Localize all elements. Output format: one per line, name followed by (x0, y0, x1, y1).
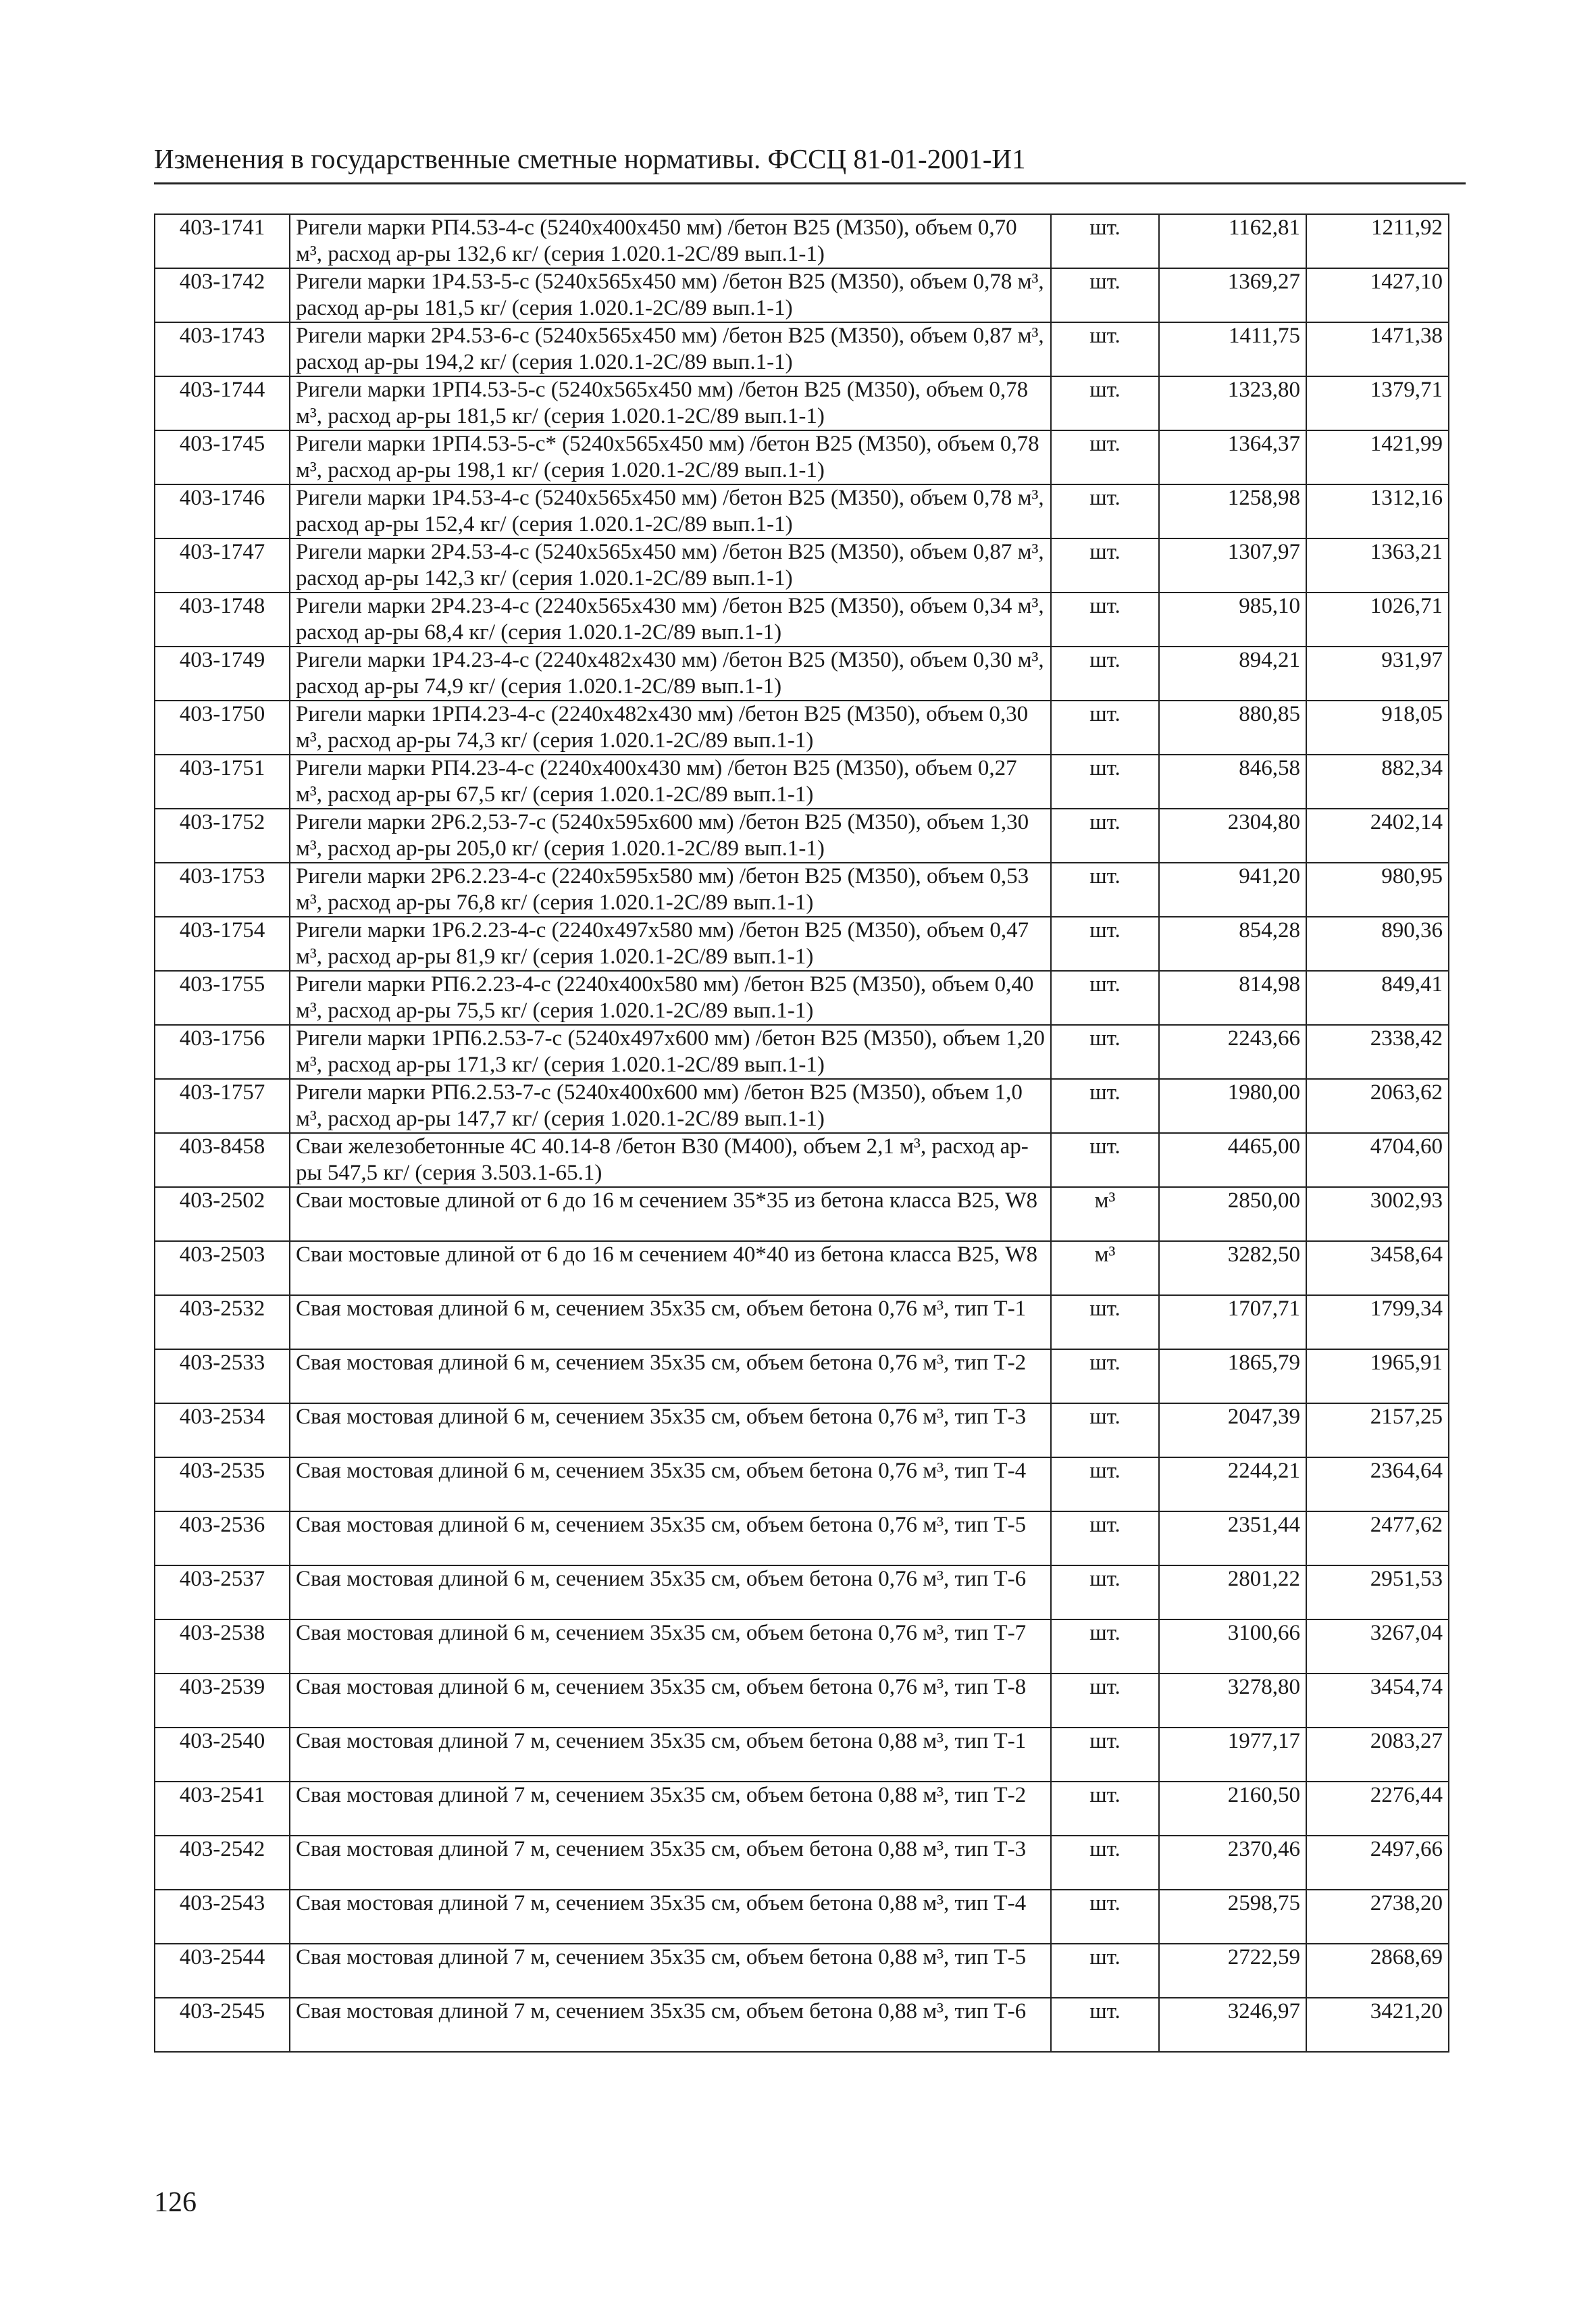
unit-cell: шт. (1051, 971, 1159, 1025)
resource-code-cell: 403-2532 (155, 1295, 290, 1349)
description-cell: Ригели марки РП4.23-4-с (2240x400x430 мм) /бетон В25 (М350), объем 0,27 м³, расход ар-ры 67,5 кг/ (серия 1.020.1-2С/89 вып.1-1) (290, 755, 1051, 809)
description-cell: Ригели марки 1Р6.2.23-4-с (2240x497x580 мм) /бетон В25 (М350), объем 0,47 м³, расход ар-ры 81,9 кг/ (серия 1.020.1-2С/89 вып.1-1) (290, 917, 1051, 971)
unit-cell: шт. (1051, 268, 1159, 322)
resource-code-cell: 403-1755 (155, 971, 290, 1025)
description-cell: Ригели марки 1РП4.53-5-с* (5240x565x450 мм) /бетон В25 (М350), объем 0,78 м³, расход ар-ры 198,1 кг/ (серия 1.020.1-2С/89 вып.1-1) (290, 430, 1051, 484)
unit-cell: шт. (1051, 1944, 1159, 1998)
description-cell: Свая мостовая длиной 6 м, сечением 35x35 см, объем бетона 0,76 м³, тип Т-8 (290, 1674, 1051, 1728)
price-cell: 2738,20 (1306, 1890, 1449, 1944)
price-cell: 1865,79 (1159, 1349, 1306, 1403)
table-row (155, 1295, 1449, 1349)
unit-cell: шт. (1051, 647, 1159, 701)
description-cell: Ригели марки 1Р4.23-4-с (2240x482x430 мм) /бетон В25 (М350), объем 0,30 м³, расход ар-ры 74,9 кг/ (серия 1.020.1-2С/89 вып.1-1) (290, 647, 1051, 701)
table-row (155, 1241, 1449, 1295)
resource-code-cell: 403-2545 (155, 1998, 290, 2052)
price-cell: 3458,64 (1306, 1241, 1449, 1295)
unit-cell: шт. (1051, 1457, 1159, 1511)
price-cell: 2868,69 (1306, 1944, 1449, 1998)
price-cell: 1026,71 (1306, 593, 1449, 647)
table-row (155, 1025, 1449, 1079)
description-cell: Ригели марки 2Р4.23-4-с (2240x565x430 мм) /бетон В25 (М350), объем 0,34 м³, расход ар-ры 68,4 кг/ (серия 1.020.1-2С/89 вып.1-1) (290, 593, 1051, 647)
table-row (155, 1187, 1449, 1241)
table-row (155, 1944, 1449, 1998)
price-cell: 2951,53 (1306, 1565, 1449, 1619)
resource-code-cell: 403-8458 (155, 1133, 290, 1187)
unit-cell: шт. (1051, 1782, 1159, 1836)
price-cell: 1977,17 (1159, 1728, 1306, 1782)
unit-cell: шт. (1051, 701, 1159, 755)
unit-cell: шт. (1051, 1728, 1159, 1782)
price-cell: 2083,27 (1306, 1728, 1449, 1782)
unit-cell: шт. (1051, 376, 1159, 430)
price-cell: 918,05 (1306, 701, 1449, 755)
table-row (155, 917, 1449, 971)
table-row (155, 430, 1449, 484)
resource-code-cell: 403-1753 (155, 863, 290, 917)
price-cell: 814,98 (1159, 971, 1306, 1025)
table-row (155, 1998, 1449, 2052)
description-cell: Ригели марки РП6.2.23-4-с (2240x400x580 мм) /бетон В25 (М350), объем 0,40 м³, расход ар-ры 75,5 кг/ (серия 1.020.1-2С/89 вып.1-1) (290, 971, 1051, 1025)
resource-code-cell: 403-2543 (155, 1890, 290, 1944)
description-cell: Свая мостовая длиной 7 м, сечением 35x35 см, объем бетона 0,88 м³, тип Т-2 (290, 1782, 1051, 1836)
table-row (155, 322, 1449, 376)
price-cell: 1471,38 (1306, 322, 1449, 376)
price-cell: 980,95 (1306, 863, 1449, 917)
price-cell: 2063,62 (1306, 1079, 1449, 1133)
table-row (155, 1349, 1449, 1403)
resource-code-cell: 403-2537 (155, 1565, 290, 1619)
table-row (155, 1674, 1449, 1728)
table-row (155, 1565, 1449, 1619)
resource-code-cell: 403-1743 (155, 322, 290, 376)
price-cell: 1312,16 (1306, 484, 1449, 538)
table-row (155, 593, 1449, 647)
table-row (155, 647, 1449, 701)
description-cell: Ригели марки 1Р4.53-5-с (5240x565x450 мм) /бетон В25 (М350), объем 0,78 м³, расход ар-ры 181,5 кг/ (серия 1.020.1-2С/89 вып.1-1) (290, 268, 1051, 322)
table-row (155, 1728, 1449, 1782)
unit-cell: шт. (1051, 1890, 1159, 1944)
unit-cell: шт. (1051, 1025, 1159, 1079)
price-cell: 2370,46 (1159, 1836, 1306, 1890)
price-cell: 2276,44 (1306, 1782, 1449, 1836)
resource-code-cell: 403-1754 (155, 917, 290, 971)
price-cell: 1369,27 (1159, 268, 1306, 322)
price-cell: 880,85 (1159, 701, 1306, 755)
table-row (155, 1079, 1449, 1133)
description-cell: Сваи железобетонные 4С 40.14-8 /бетон В30 (М400), объем 2,1 м³, расход ар-ры 547,5 кг/ (серия 3.503.1-65.1) (290, 1133, 1051, 1187)
description-cell: Свая мостовая длиной 7 м, сечением 35x35 см, объем бетона 0,88 м³, тип Т-4 (290, 1890, 1051, 1944)
resource-code-cell: 403-2503 (155, 1241, 290, 1295)
table-row (155, 214, 1449, 268)
unit-cell: шт. (1051, 1079, 1159, 1133)
resource-code-cell: 403-1747 (155, 538, 290, 593)
price-cell: 3282,50 (1159, 1241, 1306, 1295)
unit-cell: шт. (1051, 1349, 1159, 1403)
price-cell: 2047,39 (1159, 1403, 1306, 1457)
price-cell: 1965,91 (1306, 1349, 1449, 1403)
resource-code-cell: 403-2538 (155, 1619, 290, 1674)
price-cell: 2338,42 (1306, 1025, 1449, 1079)
unit-cell: шт. (1051, 863, 1159, 917)
page-number: 126 (154, 2187, 197, 2218)
unit-cell: шт. (1051, 809, 1159, 863)
price-cell: 941,20 (1159, 863, 1306, 917)
price-cell: 2304,80 (1159, 809, 1306, 863)
description-cell: Свая мостовая длиной 6 м, сечением 35x35 см, объем бетона 0,76 м³, тип Т-4 (290, 1457, 1051, 1511)
description-cell: Сваи мостовые длиной от 6 до 16 м сечением 35*35 из бетона класса В25, W8 (290, 1187, 1051, 1241)
description-cell: Ригели марки 2Р4.53-4-с (5240x565x450 мм) /бетон В25 (М350), объем 0,87 м³, расход ар-ры 142,3 кг/ (серия 1.020.1-2С/89 вып.1-1) (290, 538, 1051, 593)
price-cell: 2850,00 (1159, 1187, 1306, 1241)
resource-code-cell: 403-1745 (155, 430, 290, 484)
unit-cell: шт. (1051, 755, 1159, 809)
resource-code-cell: 403-2540 (155, 1728, 290, 1782)
price-cell: 1427,10 (1306, 268, 1449, 322)
table-row (155, 1619, 1449, 1674)
price-cell: 2722,59 (1159, 1944, 1306, 1998)
resource-code-cell: 403-2542 (155, 1836, 290, 1890)
price-cell: 3267,04 (1306, 1619, 1449, 1674)
description-cell: Ригели марки РП4.53-4-с (5240x400x450 мм) /бетон В25 (М350), объем 0,70 м³, расход ар-ры 132,6 кг/ (серия 1.020.1-2С/89 вып.1-1) (290, 214, 1051, 268)
description-cell: Ригели марки 2Р4.53-6-с (5240x565x450 мм) /бетон В25 (М350), объем 0,87 м³, расход ар-ры 194,2 кг/ (серия 1.020.1-2С/89 вып.1-1) (290, 322, 1051, 376)
table-row (155, 484, 1449, 538)
price-cell: 1379,71 (1306, 376, 1449, 430)
price-cell: 1363,21 (1306, 538, 1449, 593)
price-cell: 1707,71 (1159, 1295, 1306, 1349)
price-cell: 931,97 (1306, 647, 1449, 701)
price-cell: 4465,00 (1159, 1133, 1306, 1187)
resource-code-cell: 403-1749 (155, 647, 290, 701)
description-cell: Ригели марки 1РП4.53-5-с (5240x565x450 мм) /бетон В25 (М350), объем 0,78 м³, расход ар-ры 181,5 кг/ (серия 1.020.1-2С/89 вып.1-1) (290, 376, 1051, 430)
price-cell: 1421,99 (1306, 430, 1449, 484)
table-row (155, 538, 1449, 593)
price-cell: 4704,60 (1306, 1133, 1449, 1187)
description-cell: Свая мостовая длиной 6 м, сечением 35x35 см, объем бетона 0,76 м³, тип Т-6 (290, 1565, 1051, 1619)
resource-code-cell: 403-2539 (155, 1674, 290, 1728)
table-row (155, 1511, 1449, 1565)
unit-cell: м³ (1051, 1241, 1159, 1295)
resource-code-cell: 403-1751 (155, 755, 290, 809)
description-cell: Ригели марки 1Р4.53-4-с (5240x565x450 мм) /бетон В25 (М350), объем 0,78 м³, расход ар-ры 152,4 кг/ (серия 1.020.1-2С/89 вып.1-1) (290, 484, 1051, 538)
price-cell: 985,10 (1159, 593, 1306, 647)
price-cell: 2243,66 (1159, 1025, 1306, 1079)
price-cell: 3278,80 (1159, 1674, 1306, 1728)
table-row (155, 1403, 1449, 1457)
resource-code-cell: 403-1750 (155, 701, 290, 755)
unit-cell: шт. (1051, 917, 1159, 971)
resource-code-cell: 403-2534 (155, 1403, 290, 1457)
price-table (154, 213, 1449, 2053)
description-cell: Свая мостовая длиной 6 м, сечением 35x35 см, объем бетона 0,76 м³, тип Т-5 (290, 1511, 1051, 1565)
price-cell: 3246,97 (1159, 1998, 1306, 2052)
resource-code-cell: 403-2533 (155, 1349, 290, 1403)
description-cell: Свая мостовая длиной 7 м, сечением 35x35 см, объем бетона 0,88 м³, тип Т-1 (290, 1728, 1051, 1782)
price-cell: 2402,14 (1306, 809, 1449, 863)
resource-code-cell: 403-2536 (155, 1511, 290, 1565)
price-cell: 3421,20 (1306, 1998, 1449, 2052)
unit-cell: шт. (1051, 1511, 1159, 1565)
price-cell: 2801,22 (1159, 1565, 1306, 1619)
table-row (155, 1457, 1449, 1511)
price-cell: 2598,75 (1159, 1890, 1306, 1944)
price-cell: 3100,66 (1159, 1619, 1306, 1674)
description-cell: Ригели марки 1РП4.23-4-с (2240x482x430 мм) /бетон В25 (М350), объем 0,30 м³, расход ар-ры 74,3 кг/ (серия 1.020.1-2С/89 вып.1-1) (290, 701, 1051, 755)
price-cell: 1980,00 (1159, 1079, 1306, 1133)
resource-code-cell: 403-1741 (155, 214, 290, 268)
table-row (155, 268, 1449, 322)
price-cell: 2157,25 (1306, 1403, 1449, 1457)
price-cell: 1364,37 (1159, 430, 1306, 484)
description-cell: Свая мостовая длиной 7 м, сечением 35x35 см, объем бетона 0,88 м³, тип Т-5 (290, 1944, 1051, 1998)
price-cell: 2364,64 (1306, 1457, 1449, 1511)
page-header: Изменения в государственные сметные нормативы. ФССЦ 81-01-2001-И1 (154, 143, 1026, 174)
resource-code-cell: 403-1742 (155, 268, 290, 322)
price-cell: 854,28 (1159, 917, 1306, 971)
unit-cell: шт. (1051, 1403, 1159, 1457)
description-cell: Свая мостовая длиной 6 м, сечением 35x35 см, объем бетона 0,76 м³, тип Т-1 (290, 1295, 1051, 1349)
resource-code-cell: 403-1748 (155, 593, 290, 647)
description-cell: Ригели марки 1РП6.2.53-7-с (5240x497x600 мм) /бетон В25 (М350), объем 1,20 м³, расход ар-ры 171,3 кг/ (серия 1.020.1-2С/89 вып.1-1) (290, 1025, 1051, 1079)
unit-cell: шт. (1051, 593, 1159, 647)
description-cell: Свая мостовая длиной 6 м, сечением 35x35 см, объем бетона 0,76 м³, тип Т-2 (290, 1349, 1051, 1403)
price-cell: 2497,66 (1306, 1836, 1449, 1890)
price-cell: 2160,50 (1159, 1782, 1306, 1836)
price-cell: 1307,97 (1159, 538, 1306, 593)
table-row (155, 755, 1449, 809)
resource-code-cell: 403-1744 (155, 376, 290, 430)
price-cell: 1162,81 (1159, 214, 1306, 268)
price-cell: 1411,75 (1159, 322, 1306, 376)
unit-cell: шт. (1051, 1998, 1159, 2052)
table-row (155, 1782, 1449, 1836)
price-cell: 2351,44 (1159, 1511, 1306, 1565)
resource-code-cell: 403-2541 (155, 1782, 290, 1836)
table-row (155, 376, 1449, 430)
price-cell: 1211,92 (1306, 214, 1449, 268)
unit-cell: шт. (1051, 322, 1159, 376)
description-cell: Свая мостовая длиной 6 м, сечением 35x35 см, объем бетона 0,76 м³, тип Т-7 (290, 1619, 1051, 1674)
unit-cell: шт. (1051, 538, 1159, 593)
price-cell: 1258,98 (1159, 484, 1306, 538)
unit-cell: шт. (1051, 1836, 1159, 1890)
unit-cell: шт. (1051, 1674, 1159, 1728)
price-cell: 2477,62 (1306, 1511, 1449, 1565)
price-cell: 849,41 (1306, 971, 1449, 1025)
price-cell: 1799,34 (1306, 1295, 1449, 1349)
description-cell: Свая мостовая длиной 7 м, сечением 35x35 см, объем бетона 0,88 м³, тип Т-6 (290, 1998, 1051, 2052)
price-cell: 846,58 (1159, 755, 1306, 809)
description-cell: Свая мостовая длиной 6 м, сечением 35x35 см, объем бетона 0,76 м³, тип Т-3 (290, 1403, 1051, 1457)
unit-cell: шт. (1051, 484, 1159, 538)
description-cell: Свая мостовая длиной 7 м, сечением 35x35 см, объем бетона 0,88 м³, тип Т-3 (290, 1836, 1051, 1890)
resource-code-cell: 403-1752 (155, 809, 290, 863)
price-cell: 882,34 (1306, 755, 1449, 809)
unit-cell: шт. (1051, 1133, 1159, 1187)
description-cell: Ригели марки РП6.2.53-7-с (5240x400x600 мм) /бетон В25 (М350), объем 1,0 м³, расход ар-ры 147,7 кг/ (серия 1.020.1-2С/89 вып.1-1) (290, 1079, 1051, 1133)
price-cell: 3454,74 (1306, 1674, 1449, 1728)
price-cell: 890,36 (1306, 917, 1449, 971)
price-cell: 894,21 (1159, 647, 1306, 701)
price-cell: 3002,93 (1306, 1187, 1449, 1241)
resource-code-cell: 403-2535 (155, 1457, 290, 1511)
table-row (155, 1836, 1449, 1890)
price-table-body (155, 214, 1449, 2052)
description-cell: Ригели марки 2Р6.2,53-7-с (5240x595x600 мм) /бетон В25 (М350), объем 1,30 м³, расход ар-ры 205,0 кг/ (серия 1.020.1-2С/89 вып.1-1) (290, 809, 1051, 863)
resource-code-cell: 403-1756 (155, 1025, 290, 1079)
table-row (155, 971, 1449, 1025)
unit-cell: шт. (1051, 1619, 1159, 1674)
table-row (155, 809, 1449, 863)
unit-cell: шт. (1051, 430, 1159, 484)
unit-cell: м³ (1051, 1187, 1159, 1241)
unit-cell: шт. (1051, 1565, 1159, 1619)
resource-code-cell: 403-2502 (155, 1187, 290, 1241)
description-cell: Ригели марки 2Р6.2.23-4-с (2240x595x580 мм) /бетон В25 (М350), объем 0,53 м³, расход ар-ры 76,8 кг/ (серия 1.020.1-2С/89 вып.1-1) (290, 863, 1051, 917)
unit-cell: шт. (1051, 214, 1159, 268)
header-rule (154, 182, 1466, 184)
resource-code-cell: 403-1757 (155, 1079, 290, 1133)
table-row (155, 1890, 1449, 1944)
description-cell: Сваи мостовые длиной от 6 до 16 м сечением 40*40 из бетона класса В25, W8 (290, 1241, 1051, 1295)
price-cell: 2244,21 (1159, 1457, 1306, 1511)
table-row (155, 863, 1449, 917)
resource-code-cell: 403-2544 (155, 1944, 290, 1998)
unit-cell: шт. (1051, 1295, 1159, 1349)
resource-code-cell: 403-1746 (155, 484, 290, 538)
table-row (155, 1133, 1449, 1187)
table-row (155, 701, 1449, 755)
price-cell: 1323,80 (1159, 376, 1306, 430)
